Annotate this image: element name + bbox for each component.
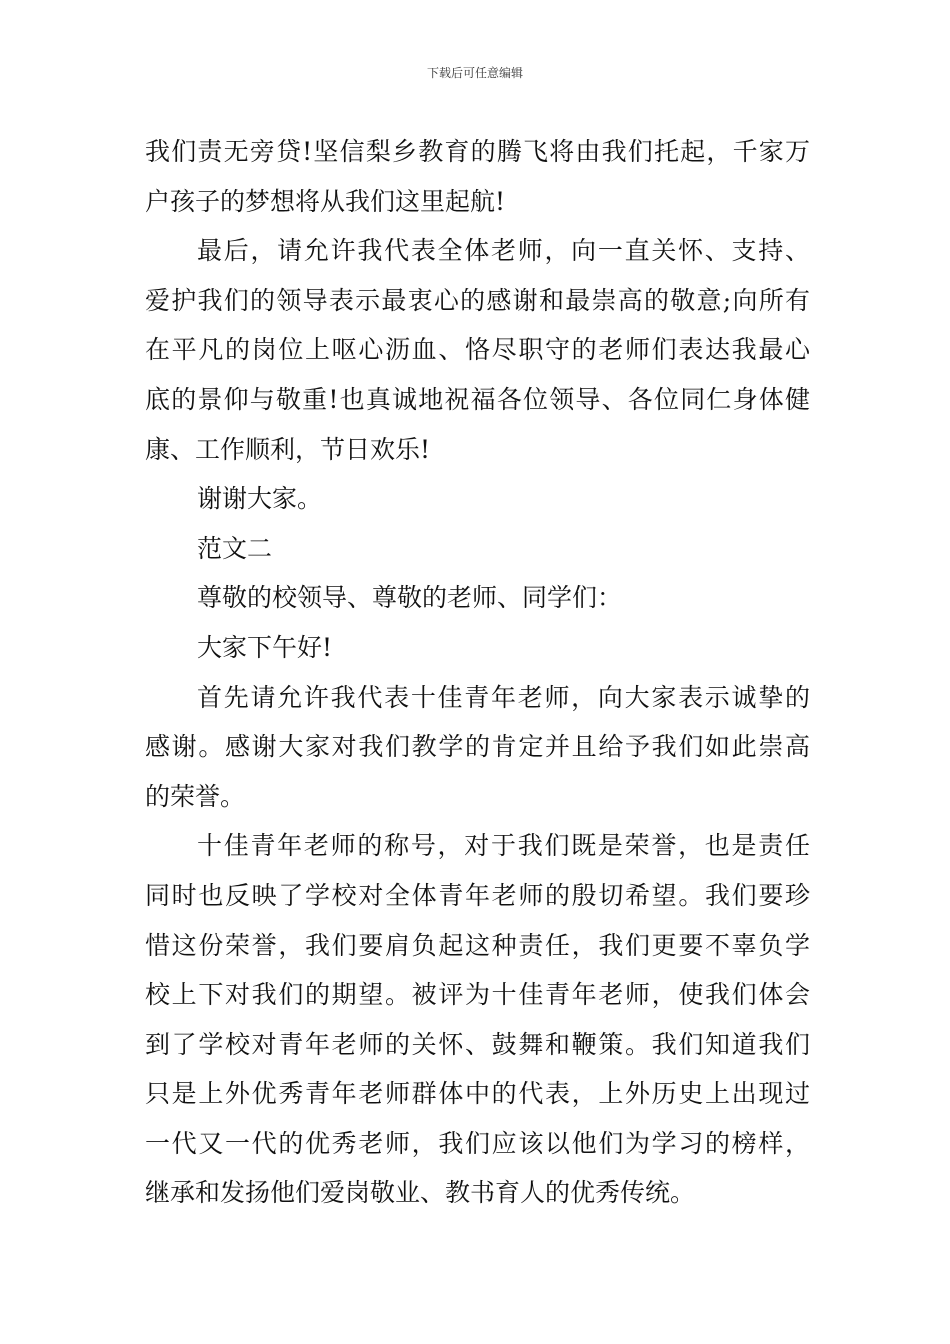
text-line: 我们责无旁贷!坚信梨乡教育的腾飞将由我们托起，千家万 [145, 137, 810, 166]
text-line: 到了学校对青年老师的关怀、鼓舞和鞭策。我们知道我们 [145, 1029, 810, 1059]
text-line: 的荣誉。 [145, 781, 246, 811]
text-line: 范文二 [197, 533, 273, 563]
text-line: 谢谢大家。 [197, 484, 323, 514]
text-line: 继承和发扬他们爱岗敬业、教书育人的优秀传统。 [145, 1178, 696, 1208]
text-line: 户孩子的梦想将从我们这里起航! [145, 186, 506, 216]
text-line: 底的景仰与敬重!也真诚地祝福各位领导、各位同仁身体健 [145, 384, 810, 414]
text-line: 同时也反映了学校对全体青年老师的殷切希望。我们要珍 [145, 880, 810, 910]
text-line: 大家下午好! [197, 632, 333, 662]
page-header: 下载后可任意编辑 [426, 66, 523, 80]
text-line: 感谢。感谢大家对我们教学的肯定并且给予我们如此崇高 [145, 732, 810, 762]
text-line: 只是上外优秀青年老师群体中的代表，上外历史上出现过 [145, 1079, 810, 1109]
text-line: 首先请允许我代表十佳青年老师，向大家表示诚挚的 [197, 682, 810, 712]
text-line: 爱护我们的领导表示最衷心的感谢和最崇高的敬意;向所有 [145, 285, 810, 315]
text-line: 一代又一代的优秀老师，我们应该以他们为学习的榜样， [145, 1128, 810, 1158]
text-line: 惜这份荣誉，我们要肩负起这种责任，我们更要不辜负学 [145, 930, 810, 960]
document-body [145, 127, 810, 1218]
text-line: 在平凡的岗位上呕心沥血、恪尽职守的老师们表达我最心 [145, 335, 810, 365]
text-line: 最后，请允许我代表全体老师，向一直关怀、支持、 [197, 236, 810, 266]
text-line: 十佳青年老师的称号，对于我们既是荣誉，也是责任 [197, 831, 810, 861]
text-line: 校上下对我们的期望。被评为十佳青年老师，使我们体会 [145, 980, 810, 1010]
text-line: 康、工作顺利，节日欢乐! [145, 434, 431, 464]
text-line: 尊敬的校领导、尊敬的老师、同学们： [197, 583, 623, 613]
